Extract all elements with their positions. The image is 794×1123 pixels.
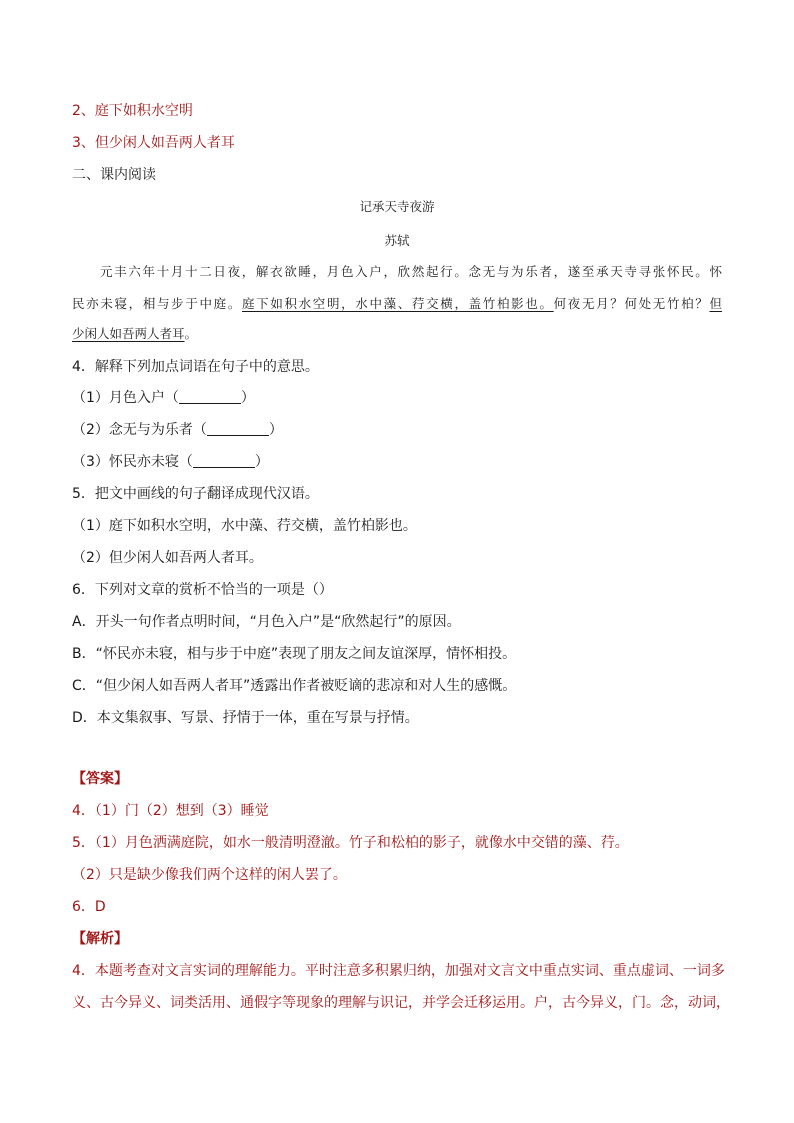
q4-item-text: ） — [240, 390, 255, 406]
q6-option-c: C．“但少闲人如吾两人者耳”透露出作者被贬谪的悲凉和对人生的感慨。 — [72, 678, 517, 694]
passage-text: 何夜无月？何处无竹柏？ — [553, 296, 710, 311]
answer-4: 4．（1）门（2）想到（3）睡觉 — [72, 803, 269, 819]
answer-blank[interactable] — [193, 453, 255, 468]
answer-5-1: 5．（1）月色洒满庭院，如水一般清明澄澈。竹子和松柏的影子，就像水中交错的藻、荇。 — [72, 835, 629, 851]
q4-item-text: （1）月色入户（ — [72, 390, 179, 406]
q6-option-b: B．“怀民亦未寝，相与步于中庭”表现了朋友之间友谊深厚，情怀相投。 — [72, 646, 517, 662]
answer-6: 6．D — [72, 899, 106, 915]
answer-blank[interactable] — [179, 389, 241, 404]
analysis-line-2: 义、古今异义、词类活用、通假字等现象的理解与识记，并学会迁移运用。户，古今异义，门。念，动词， — [72, 995, 730, 1011]
q4-item-text: （2）念无与为乐者（ — [72, 422, 207, 438]
answer-label: 【答案】 — [72, 771, 128, 787]
q6-option-a: A．开头一句作者点明时间，“月色入户”是“欣然起行”的原因。 — [72, 614, 461, 630]
section-heading: 二、课内阅读 — [72, 167, 156, 183]
q4-item-text: ） — [254, 454, 269, 470]
passage-line-1: 元丰六年十月十二日夜，解衣欲睡，月色入户，欣然起行。念无与为乐者，遂至承天寺寻张怀民。怀 — [100, 264, 722, 279]
intro-item-3: 3、但少闲人如吾两人者耳 — [72, 135, 235, 151]
intro-item-2: 2、庭下如积水空明 — [72, 103, 193, 119]
q4-item-2 — [72, 420, 283, 440]
underlined-sentence-1: 庭下如积水空明，水中藻、荇交横，盖竹柏影也。 — [241, 296, 554, 311]
q5-item-1: （1）庭下如积水空明，水中藻、荇交横，盖竹柏影也。 — [72, 518, 417, 534]
q6-option-d: D．本文集叙事、写景、抒情于一体，重在写景与抒情。 — [72, 710, 419, 726]
q6-stem: 6．下列对文章的赏析不恰当的一项是（） — [72, 582, 333, 598]
q4-stem: 4．解释下列加点词语在句子中的意思。 — [72, 359, 319, 375]
passage-line-2 — [72, 294, 722, 314]
underlined-sentence-2-end: 少闲人如吾两人者耳 — [72, 326, 185, 341]
q4-item-1 — [72, 388, 255, 408]
passage-text: 民亦未寝，相与步于中庭。 — [72, 296, 242, 311]
passage-author: 苏轼 — [384, 233, 410, 248]
answer-5-2: （2）只是缺少像我们两个这样的闲人罢了。 — [72, 867, 347, 883]
passage-text: 。 — [184, 326, 198, 341]
q4-item-text: （3）怀民亦未寝（ — [72, 454, 193, 470]
underlined-sentence-2-start: 但 — [709, 296, 722, 311]
passage-line-3 — [72, 324, 197, 344]
q5-stem: 5．把文中画线的句子翻译成现代汉语。 — [72, 486, 319, 502]
q4-item-3 — [72, 452, 269, 472]
analysis-line-1: 4．本题考查对文言实词的理解能力。平时注意多积累归纳，加强对文言文中重点实词、重点虚词、一词多 — [72, 963, 725, 979]
analysis-label: 【解析】 — [72, 931, 128, 947]
q5-item-2: （2）但少闲人如吾两人者耳。 — [72, 550, 263, 566]
q4-item-text: ） — [268, 422, 283, 438]
passage-title: 记承天寺夜游 — [359, 199, 435, 214]
answer-blank[interactable] — [207, 421, 269, 436]
